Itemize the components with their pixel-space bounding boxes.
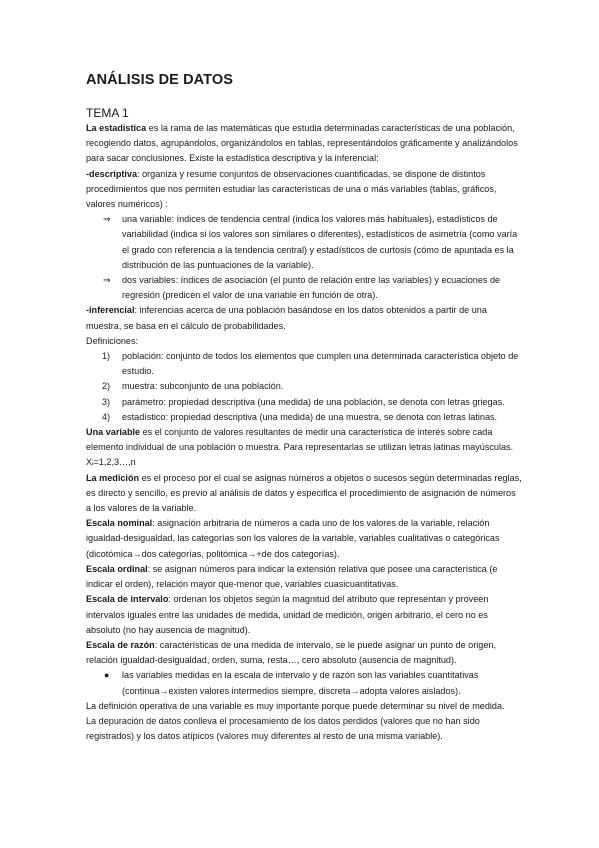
paragraph-variable [86,425,522,471]
paragraph-operativa: La definición operativa de una variable es muy importante porque puede determinar su nivel de medida. [86,700,505,711]
text-medicion: es el proceso por el cual se asignas números a objetos o sucesos según determinadas reglas, es directo y sencillo, es previo al análisis de datos y especifica el procedimiento de asignación de números a los valores de la variable. [86,472,522,514]
paragraph-escala-razon [86,638,522,668]
paragraph-escala-ordinal [86,562,522,592]
double-arrow-icon: ⇒ [103,214,111,225]
list-number: 1) [102,351,111,362]
arrow-item [86,212,522,273]
definition-text: parámetro: propiedad descriptiva (una medida) de una población, se denota con letras griegas. [122,396,505,407]
list-number: 3) [102,396,111,407]
paragraph-depuracion: La depuración de datos conlleva el procesamiento de los datos perdidos (valores que no han sido registrados) y los datos atípicos (valores muy diferentes al resto de una misma variable). [86,715,480,742]
bullet-item [86,668,522,698]
text-estadistica: es la rama de las matemáticas que estudia determinadas características de una población, recogiendo datos, agrupándolos, organizándolos en tablas, representándolos gráficamente y analizándolos para sacar conclusiones. Existe la estadística descriptiva y la inferencial: [86,123,518,164]
section-heading: TEMA 1 [86,106,129,120]
definition-text: muestra: subconjunto de una población. [122,381,284,392]
paragraph-estadistica [86,121,522,167]
arrow-item-text: una variable: índices de tendencia central (indica los valores más habituales), estadísticos de variabilidad (indica si los valores son similares o diferentes), estadísticos de asimetría (como varía el grado con referencia a la tendencia central) y estadísticos de curtosis (cómo de apuntada es la distribución de las puntuaciones de la variable). [122,214,518,270]
bullet-icon: ● [104,670,110,681]
paragraph-inferencial [86,303,522,333]
paragraph-medicion [86,471,522,517]
text-escala-nominal: : asignación arbitraria de números a cada uno de los valores de la variable, relación igualdad-desigualdad, las categorías son los valores de la variable, variables cualitativas o categóricas (dicotómica→dos categorías, politómica→+de dos categorías). [86,518,500,559]
term-inferencial: -inferencial [86,305,135,316]
text-descriptiva: : organiza y resume conjuntos de observaciones cuantificadas, se dispone de distintos procedimientos que nos permiten estudiar las características de una o más variables (tablas, gráficos, valores numéricos) : [86,168,497,210]
text-escala-razon: : características de una medida de intervalo, se le puede asignar un punto de origen, relación igualdad-desigualdad, orden, suma, resta…, cero absoluto (ausencia de magnitud). [86,639,496,666]
term-escala-intervalo: Escala de intervalo [86,594,169,605]
list-number: 4) [102,411,111,422]
definition-text: población: conjunto de todos los elementos que cumplen una determinada característica objeto de estudio. [122,351,519,377]
definition-item [86,410,522,425]
definition-item [86,379,522,394]
paragraph-descriptiva [86,167,522,213]
text-inferencial: : inferencias acerca de una población basándose en los datos obtenidos a partir de una muestra, se basa en el cálculo de probabilidades. [86,305,487,331]
arrow-item [86,273,522,303]
definition-item [86,349,522,379]
page-title: ANÁLISIS DE DATOS [86,72,233,88]
document-body [86,121,522,744]
list-number: 2) [102,381,111,392]
arrow-item-text: dos variables: índices de asociación (el punto de relación entre las variables) y ecuaciones de regresión (predicen el valor de una variable en función de otra). [122,275,501,301]
definition-text: estadístico: propiedad descriptiva (una medida) de una muestra, se denota con letras latinas. [122,411,498,422]
term-medicion: La medición [86,472,140,483]
paragraph-escala-intervalo [86,592,522,638]
term-escala-ordinal: Escala ordinal [86,563,148,574]
text-escala-ordinal: : se asignan números para indicar la extensión relativa que posee una característica (e indicar el orden), relación mayor que-menor que, variables cuasicuantitativas. [86,563,498,590]
term-escala-razon: Escala de razón [86,639,155,650]
double-arrow-icon: ⇒ [103,275,111,286]
term-variable: Una variable [86,427,141,438]
bullet-text: las variables medidas en la escala de intervalo y de razón son las variables cuantitativas (continua→existen valores intermedios siempre, discreta→adopta valores aislados). [122,670,479,696]
text-escala-intervalo: : ordenan los objetos según la magnitud del atributo que representan y proveen intervalos iguales entre las unidades de medida, unidad de medición, origen arbitrario, el cero no es absoluto (no hay ausencia de magnitud). [86,594,489,635]
definition-item [86,395,522,410]
definiciones-label: Definiciones: [86,335,139,346]
term-descriptiva: -descriptiva [86,168,138,179]
term-escala-nominal: Escala nominal [86,518,153,529]
term-estadistica: La estadística [86,123,147,133]
paragraph-escala-nominal [86,516,522,562]
text-variable: es el conjunto de valores resultantes de medir una característica de interés sobre cada elemento individual de una población o muestra. Para representarlas se utilizan letras latinas mayúsculas. Xᵢ=1,2,3…,n [86,427,514,468]
